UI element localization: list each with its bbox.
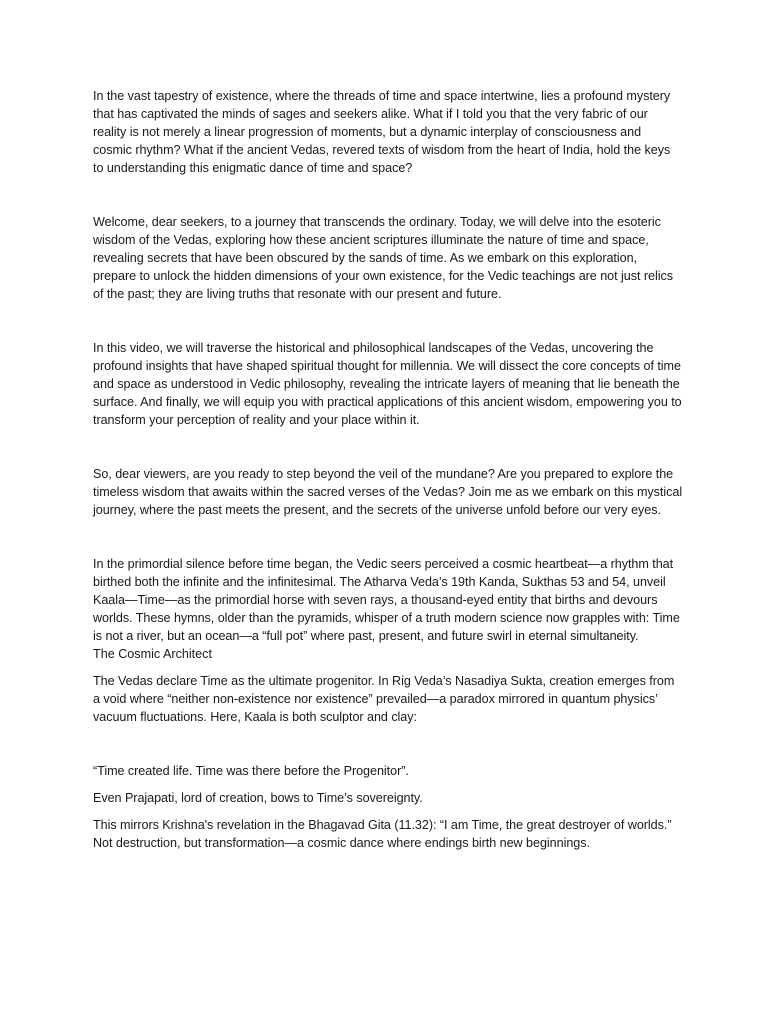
paragraph-intro: In the vast tapestry of existence, where the threads of time and space intertwine, lies a profound mystery that has captivated the minds of sages and seekers alike. What if I told you that the very fabric of our reality is not merely a linear progression of moments, but a dynamic interplay of consciousness and cosmic rhythm? What if the ancient Vedas, revered texts of wisdom from the heart of India, hold the keys to understanding this enigmatic dance of time and space?: [93, 89, 671, 175]
paragraph-prajapati: Even Prajapati, lord of creation, bows to Time’s sovereignty.: [93, 791, 423, 805]
paragraph-invitation: So, dear viewers, are you ready to step beyond the veil of the mundane? Are you prepared to explore the timeless wisdom that awaits within the sacred verses of the Vedas? Join me as we embark on this mystical journey, where the past meets the present, and the secrets of the universe unfold before our very eyes.: [93, 467, 683, 517]
paragraph-video-overview: In this video, we will traverse the historical and philosophical landscapes of the Vedas, uncovering the profound insights that have shaped spiritual thought for millennia. We will dissect the core concepts of time and space as understood in Vedic philosophy, revealing the intricate layers of meaning that lie beneath the surface. And finally, we will equip you with practical applications of this ancient wisdom, empowering you to transform your perception of reality and your place within it.: [93, 341, 682, 427]
paragraph-krishna: This mirrors Krishna's revelation in the Bhagavad Gita (11.32): “I am Time, the great destroyer of worlds.” Not destruction, but transformation—a cosmic dance where endings birth new beginnings.: [93, 818, 672, 850]
document-page: [93, 87, 683, 852]
paragraph-primordial-silence: In the primordial silence before time began, the Vedic seers perceived a cosmic heartbeat—a rhythm that birthed both the infinite and the infinitesimal. The Atharva Veda’s 19th Kanda, Sukthas 53 and 54, unveil Kaala—Time—as the primordial horse with seven rays, a thousand-eyed entity that births and devours worlds. These hymns, older than the pyramids, whisper of a truth modern science now grapples with: Time is not a river, but an ocean—a “full pot” where past, present, and future swirl in eternal simultaneity.: [93, 557, 680, 643]
paragraph-progenitor: The Vedas declare Time as the ultimate progenitor. In Rig Veda’s Nasadiya Sukta, creation emerges from a void where “neither non-existence nor existence” prevailed—a paradox mirrored in quantum physics’ vacuum fluctuations. Here, Kaala is both sculptor and clay:: [93, 674, 675, 724]
section-heading: The Cosmic Architect: [93, 647, 212, 661]
paragraph-quote: “Time created life. Time was there before the Progenitor”.: [93, 764, 409, 778]
paragraph-welcome: Welcome, dear seekers, to a journey that transcends the ordinary. Today, we will delve into the esoteric wisdom of the Vedas, exploring how these ancient scriptures illuminate the nature of time and space, revealing secrets that have been obscured by the sands of time. As we embark on this exploration, prepare to unlock the hidden dimensions of your own existence, for the Vedic teachings are not just relics of the past; they are living truths that resonate with our present and future.: [93, 215, 673, 301]
